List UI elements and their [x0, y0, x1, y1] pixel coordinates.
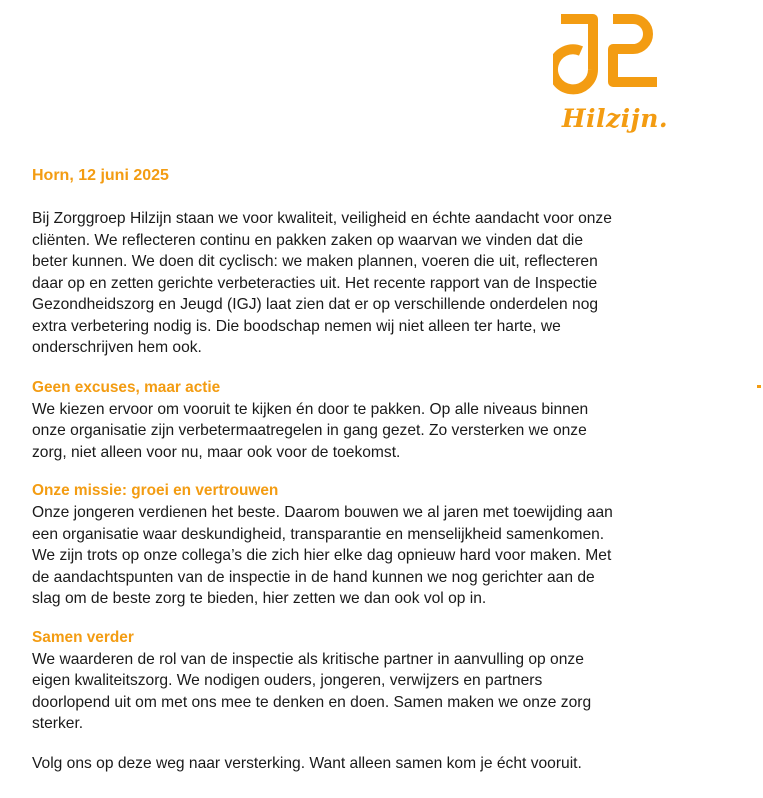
section-onze-missie	[32, 481, 692, 610]
hilzijn-wordmark: Hilzijn.	[561, 104, 669, 133]
decorative-marker	[757, 385, 761, 388]
intro-paragraph: Bij Zorggroep Hilzijn staan we voor kwaliteit, veiligheid en échte aandacht voor onze cliënten. We reflecteren continu en pakken zaken op waarvan we vinden dat die beter kunnen. We doen dit cyclisch: we maken plannen, voeren die uit, reflecteren daar op en zetten gerichte verbeteracties uit. Het recente rapport van de Inspectie Gezondheidszorg en Jeugd (IGJ) laat zien dat er op verschillende onderdelen nog extra verbetering nodig is. Die boodschap nemen wij niet alleen ter harte, we onderschrijven hem ook.	[32, 210, 612, 356]
closing-paragraph: Volg ons op deze weg naar versterking. Want alleen samen kom je écht vooruit.	[32, 754, 582, 772]
hilzijn-logo	[553, 14, 663, 159]
hilzijn-logo-icon	[553, 14, 663, 104]
section-heading: Geen excuses, maar actie	[32, 378, 221, 396]
section-samen-verder	[32, 628, 692, 735]
section-body: We kiezen ervoor om vooruit te kijken én door te pakken. Op alle niveaus binnen onze organisatie zijn verbetermaatregelen in gang gezet. Zo versterken we onze zorg, niet alleen voor nu, maar ook voor de toekomst.	[32, 400, 589, 461]
letter-body	[32, 166, 692, 774]
section-body: We waarderen de rol van de inspectie als kritische partner in aanvulling op onze eigen kwaliteitszorg. We nodigen ouders, jongeren, verwijzers en partners doorlopend uit om met ons mee te denken en doen. Samen maken we onze zorg sterker.	[32, 650, 592, 732]
date-line: Horn, 12 juni 2025	[32, 167, 169, 184]
section-heading: Onze missie: groei en vertrouwen	[32, 482, 279, 499]
section-body: Onze jongeren verdienen het beste. Daarom bouwen we al jaren met toewijding aan een organisatie waar deskundigheid, transparantie en menselijkheid samenkomen. We zijn trots op onze collega’s die zich hier elke dag opnieuw hard voor maken. Met de aandachtspunten van de inspectie in de hand kunnen we nog gerichter aan de slag om de beste zorg te bieden, hier zetten we dan ook vol op in.	[32, 504, 613, 607]
section-heading: Samen verder	[32, 628, 134, 646]
section-geen-excuses	[32, 378, 692, 464]
